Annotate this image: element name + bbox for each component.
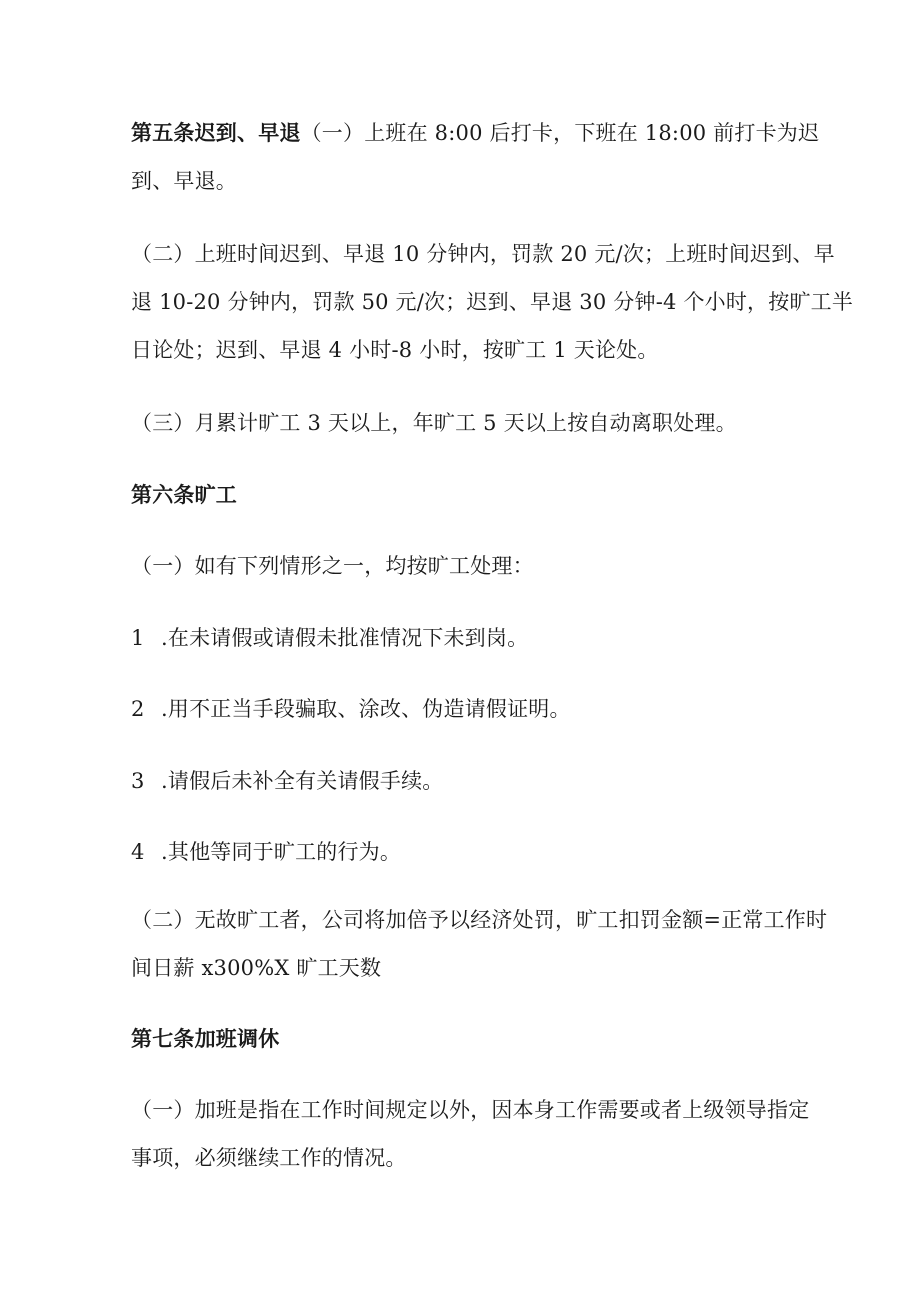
article5-p2-line3: 日论处；迟到、早退 4 小时-8 小时，按旷工 1 天论处。 xyxy=(131,338,659,362)
article5-p2-line2: 退 10-20 分钟内，罚款 50 元/次；迟到、早退 30 分钟-4 个小时，按旷工半 xyxy=(131,290,854,314)
list-item xyxy=(131,838,401,866)
list-item-number: 2 xyxy=(131,697,145,721)
list-item-text: .用不正当手段骗取、涂改、伪造请假证明。 xyxy=(161,697,571,721)
list-item xyxy=(131,695,571,723)
article6-p1: （一）如有下列情形之一，均按旷工处理： xyxy=(131,554,534,578)
article5-heading: 第五条迟到、早退 xyxy=(131,121,301,145)
article6-p2-line1: （二）无故旷工者，公司将加倍予以经济处罚，旷工扣罚金额=正常工作时 xyxy=(131,908,828,932)
article5-p2-line1: （二）上班时间迟到、早退 10 分钟内，罚款 20 元/次；上班时间迟到、早 xyxy=(131,242,835,266)
list-item-text: .请假后未补全有关请假手续。 xyxy=(161,769,444,793)
list-item-text: .在未请假或请假未批准情况下未到岗。 xyxy=(161,626,529,650)
article7-p1-line2: 事项，必须继续工作的情况。 xyxy=(131,1146,407,1170)
article6-p2-line2: 间日薪 x300%X 旷工天数 xyxy=(131,956,382,980)
article6-heading: 第六条旷工 xyxy=(131,483,237,507)
article5-p1-text: （一）上班在 8:00 后打卡，下班在 18:00 前打卡为迟 xyxy=(300,121,820,145)
list-item xyxy=(131,767,443,795)
list-item xyxy=(131,624,528,652)
article5-line1 xyxy=(131,119,819,147)
list-item-number: 4 xyxy=(131,840,145,864)
article7-p1-line1: （一）加班是指在工作时间规定以外，因本身工作需要或者上级领导指定 xyxy=(131,1098,810,1122)
list-item-text: .其他等同于旷工的行为。 xyxy=(161,840,402,864)
article5-p1-line2: 到、早退。 xyxy=(131,169,237,193)
list-item-number: 1 xyxy=(131,626,145,650)
article5-p3: （三）月累计旷工 3 天以上，年旷工 5 天以上按自动离职处理。 xyxy=(131,411,737,435)
article7-heading: 第七条加班调休 xyxy=(131,1027,280,1051)
list-item-number: 3 xyxy=(131,769,145,793)
